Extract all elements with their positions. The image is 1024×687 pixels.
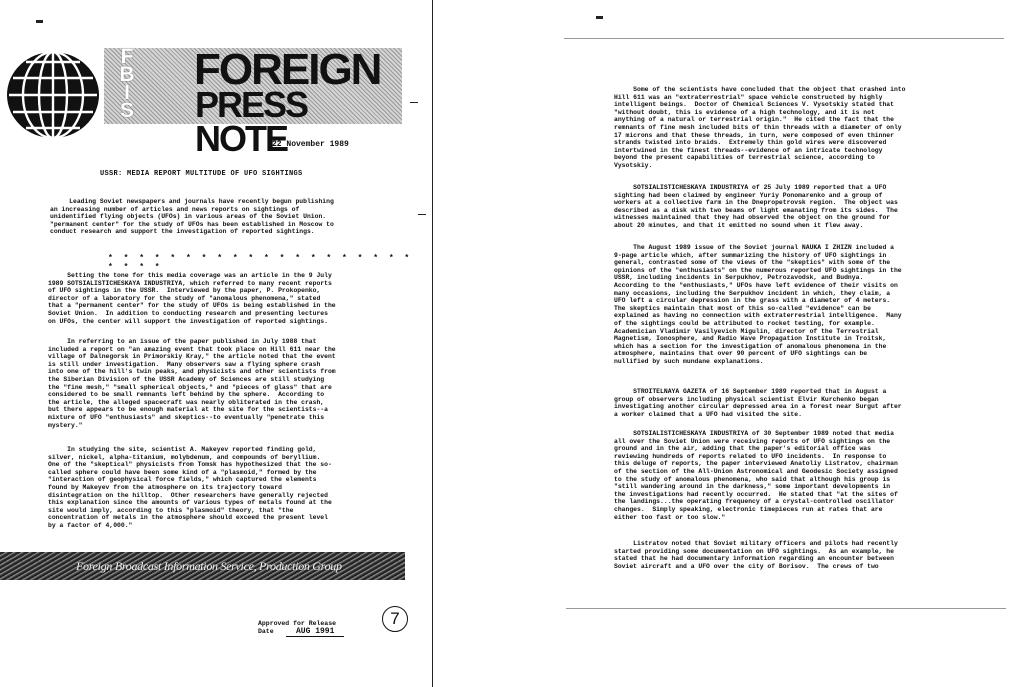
release-date: AUG 1991	[286, 627, 344, 637]
scan-mark	[410, 102, 418, 103]
paragraph-2: In referring to an issue of the paper published in July 1988 that included a report on "an amazing event that took place on Hill 611 near the village of Dalnegorsk in Primorskiy Kray," the article noted that the event is still under investigation. Many observers saw a flying sphere crash into one of the hill's twin peaks, and physicists and other scientists from the Siberian Division of the USSR Academy of Sciences are still studying the "fine mesh," "small spherical objects," and "pieces of glass" that are considered to be small remnants left behind by the sphere. According to the article, the alleged spacecraft was nearly obliterated in the crash, but there appears to be enough material at the site for the scientists--a mixture of UFO "enthusiasts" and skeptics--to eventually "penetrate this mystery."	[48, 338, 336, 429]
right-page	[552, 0, 1012, 687]
fbis-letter: F	[120, 45, 134, 68]
paragraph-1: Setting the tone for this media coverage was an article in the 9 July 1989 SOTSIALISTICHESKAYA INDUSTRIYA, which referred to many recent reports of UFO sightings in the USSR. Interviewed by the paper, P. Prokopenko, director of a laboratory for the study of "anomalous phenomena," stated that a "permanent center" for the study of UFOs is being established in the Soviet Union. In addition to conducting research and presenting lectures on UFOs, the center will support the investigation of reported sightings.	[48, 272, 336, 325]
paragraph-6: The August 1989 issue of the Soviet journal NAUKA I ZHIZN included a 9-page article which, after summarizing the history of UFO sightings in general, contrasted some of the views of the "skeptics" with some of the opinions of the "enthusiasts" on the numerous reported UFO sightings in the USSR, including incidents in Serpukhov, Petrozavodsk, and Budnya. According to the "enthusiasts," UFOs have left evidence of their visits on many occasions, including the Serpukhov incident in which, they claim, a UFO left a circular depression in the grass with a diameter of 4 meters. The skeptics maintain that most of this so-called "evidence" can be explained as having no connection with extraterrestrial intelligence. Many of the sightings could be attributed to rocket testing, for example. Academician Vladimir Vasilyevich Migulin, director of the Terrestrial Magnetism, Ionosphere, and Radio Wave Propagation Institute in Troitsk, which has a section for the investigation of anomalous phenomena in the atmosphere, maintains that over 90 percent of UFO sightings can be nullified by such mundane explanations.	[614, 244, 902, 365]
circled-page-number: 7	[382, 606, 408, 632]
paragraph-4: Some of the scientists have concluded that the object that crashed into Hill 611 was an "extraterrestrial" space vehicle constructed by highly intelligent beings. Doctor of Chemical Sciences V. Vysotskiy stated that "without doubt, this is evidence of a high technology, and it is not anything of a natural or terrestrial origin." He cited the fact that the remnants of fine mesh included bits of thin threads with a diameter of only 17 microns and that these threads, in turn, were composed of even thinner strands twisted into braids. Extremely thin gold wires were discovered intertwined in the finest threads--evidence of an intricate technology beyond the present capabilities of terrestrial science, according to Vysotskiy.	[614, 86, 906, 169]
left-page	[0, 0, 420, 687]
page-edge-line	[432, 0, 433, 687]
paragraph-9: Listratov noted that Soviet military officers and pilots had recently started providing some documentation on UFO sightings. As an example, he stated that he had documentary information regarding an encounter between Soviet aircraft and a UFO over the city of Borisov. The crews of two	[614, 540, 898, 570]
intro-paragraph: Leading Soviet newspapers and journals have recently begun publishing an increasing number of articles and news reports on sightings of unidentified flying objects (UFOs) in various areas of the Soviet Union. "permanent center" for the study of UFOs has been established in Moscow to conduct research and support the investigation of reported sightings.	[50, 198, 334, 236]
headline: USSR: MEDIA REPORT MULTITUDE OF UFO SIGHTINGS	[100, 170, 303, 178]
footer-text: Foreign Broadcast Information Service, Production Group	[76, 559, 342, 573]
fbis-letter: S	[119, 99, 134, 122]
paragraph-8: SOTSIALISTICHESKAYA INDUSTRIYA of 30 September 1989 noted that media all over the Soviet Union were receiving reports of UFO sightings on the ground and in the air, adding that the paper's editorial office was reviewing hundreds of reports related to UFO incidents. In response to this deluge of reports, the paper interviewed Anatoliy Listratov, chairman of the section of the All-Union Astronomical and Geodesic Society assigned to the study of anomalous phenomena, who said that although his group is "still wandering around in the darkness," some important developments in the investigations had recently occurred. He stated that "at the sites of the landings...the operating frequency of a crystal-controlled oscillator changes. Simply speaking, electronic timepieces run at rates that are either too fast or too slow."	[614, 430, 898, 521]
paragraph-3: In studying the site, scientist A. Makeyev reported finding gold, silver, nickel, alpha-titanium, molybdenum, and compounds of beryllium. One of the "skeptical" physicists from Tomsk has hypothesized that the so- called sphere could have been some kind of a "plasmoid," formed by the "interaction of geophysical force fields," which captured the elements found by Makeyev from the atmosphere on its trajectory toward disintegration on the hilltop. Other researchers have generally rejected this explanation since the amounts of various types of metals found at the site would imply, according to this "plasmoid" theory, that "the concentration of metals in the atmosphere should exceed the present level by a factor of 4,000."	[48, 446, 332, 529]
scan-mark	[36, 20, 43, 23]
scan-mark	[418, 214, 426, 215]
fbis-letter: B	[119, 63, 135, 86]
release-stamp: Approved for Release Date	[258, 620, 337, 635]
scan-line	[566, 608, 1006, 609]
fbis-letters	[116, 45, 138, 122]
scan-line	[564, 38, 1004, 39]
scan-mark	[596, 16, 603, 19]
title-foreign: FOREIGN	[194, 45, 381, 94]
star-divider: * * * * * * * * * * * * * * * * * * * * * * * *	[108, 254, 413, 272]
paragraph-5: SOTSIALISTICHESKAYA INDUSTRIYA of 25 July 1989 reported that a UFO sighting had been claimed by engineer Yuriy Ponomarenko and a group of workers at a collective farm in the Dnepropetrovsk region. The object was described as a disk with two beams of light emanating from its sides. The witnesses maintained that they had observed the object on the ground for about 20 minutes, and that it emitted no sound when it flew away.	[614, 184, 898, 229]
globe-logo-icon	[4, 50, 102, 140]
title-press-note: PRESS NOTE	[195, 84, 308, 159]
paragraph-7: STROITELNAYA GAZETA of 16 September 1989 reported that in August a group of observers including physical scientist Elvir Kurchenko began investigating another circular depressed area in a forest near Surgut after a worker claimed that a UFO had visited the site.	[614, 388, 902, 418]
document-date: 22 November 1989	[272, 140, 349, 149]
fbis-letter: I	[124, 81, 130, 104]
